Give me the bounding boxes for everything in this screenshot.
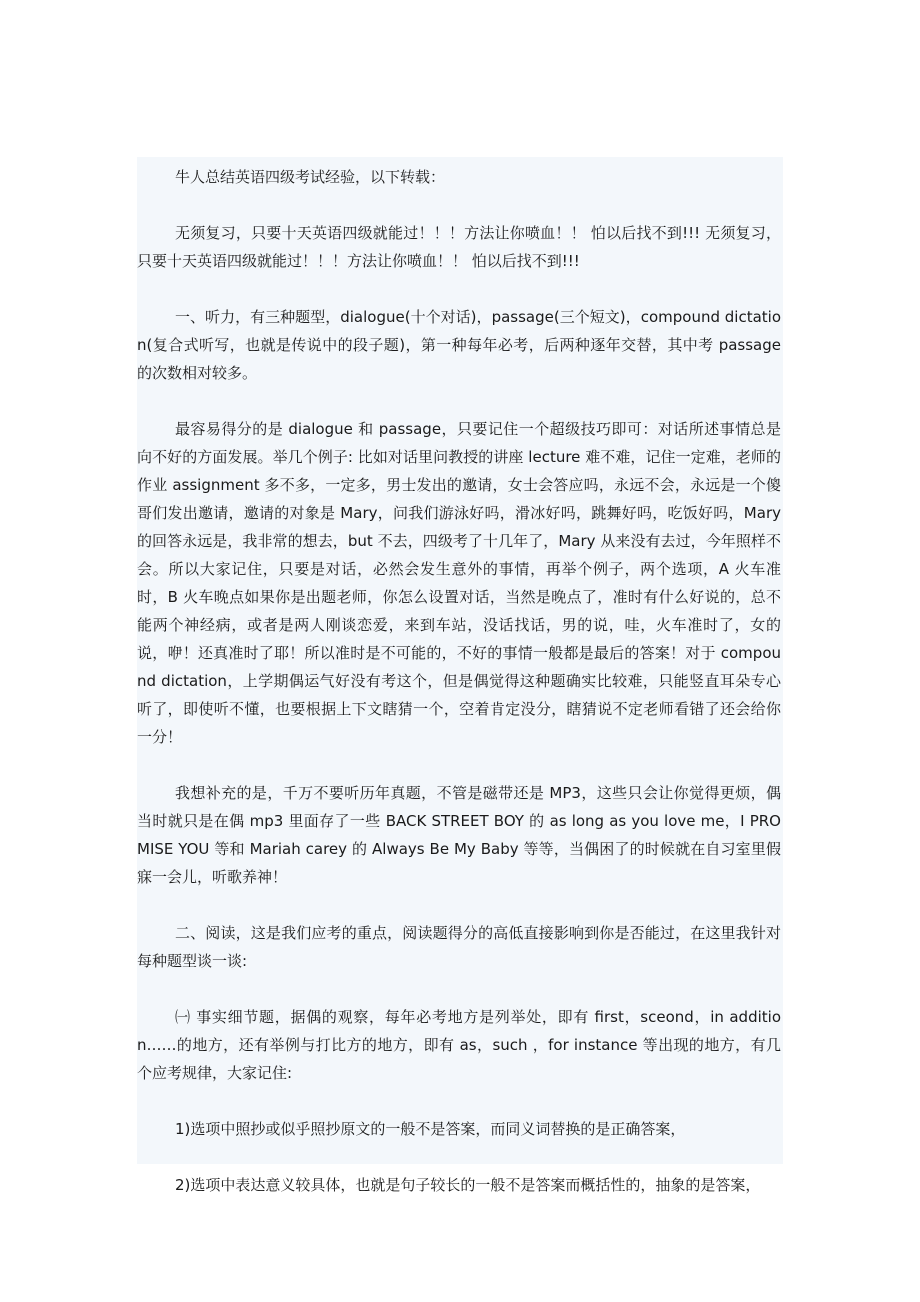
paragraph-intro: 牛人总结英语四级考试经验，以下转载： [175, 168, 446, 186]
article-body [137, 157, 783, 1194]
paragraph-rule-2: 2)选项中表达意义较具体，也就是句子较长的一般不是答案而概括性的，抽象的是答案， [175, 1176, 761, 1194]
paragraph-detail-questions: ㈠ 事实细节题，据偶的观察，每年必考地方是列举处，即有 first，sceond，in addition……的地方，还有举例与打比方的地方，即有 as，such ，for instance 等出现的地方，有几个应考规律，大家记住: [137, 1008, 781, 1082]
paragraph-reading: 二、阅读，这是我们应考的重点，阅读题得分的高低直接影响到你是否能过，在这里我针对每种题型谈一谈: [137, 924, 781, 970]
paragraph-headline: 无须复习，只要十天英语四级就能过！！！方法让你喷血！！ 怕以后找不到!!! 无须复习，只要十天英语四级就能过！！！方法让你喷血！！ 怕以后找不到!!! [137, 224, 781, 270]
paragraph-listening: 一、听力，有三种题型，dialogue(十个对话)，passage(三个短文)，compound dictation(复合式听写，也就是传说中的段子题)，第一种每年必考，后两种逐年交替，其中考 passage 的次数相对较多。 [137, 308, 781, 382]
paragraph-rule-1: 1)选项中照抄或似乎照抄原文的一般不是答案，而同义词替换的是正确答案， [175, 1120, 686, 1138]
paragraph-supplement: 我想补充的是，千万不要听历年真题，不管是磁带还是 MP3，这些只会让你觉得更烦，偶当时就只是在偶 mp3 里面存了一些 BACK STREET BOY 的 as long as you love me，I PROMISE YOU 等和 Mariah carey 的 Always Be My Baby 等等，当偶困了的时候就在自习室里假寐一会儿，听歌养神！ [137, 784, 781, 886]
paragraph-dialogue-tips: 最容易得分的是 dialogue 和 passage，只要记住一个超级技巧即可：对话所述事情总是向不好的方面发展。举几个例子: 比如对话里问教授的讲座 lecture 难不难，记住一定难，老师的作业 assignment 多不多，一定多，男士发出的邀请，女士会答应吗，永远不会，永远是一个傻哥们发出邀请，邀请的对象是 Mary，问我们游泳好吗，滑冰好吗，跳舞好吗，吃饭好吗，Mary 的回答永远是，我非常的想去，but 不去，四级考了十几年了，Mary 从来没有去过，今年照样不会。所以大家记住，只要是对话，必然会发生意外的事情，再举个例子，两个选项，A 火车准时，B 火车晚点如果你是出题老师，你怎么设置对话，当然是晚点了，准时有什么好说的，总不能两个神经病，或者是两人刚谈恋爱，来到车站，没话找话，男的说，哇，火车准时了，女的说，咿！还真准时了耶！所以准时是不可能的，不好的事情一般都是最后的答案！对于 compound dictation，上学期偶运气好没有考这个，但是偶觉得这种题确实比较难，只能竖直耳朵专心听了，即使听不懂，也要根据上下文瞎猜一个，空着肯定没分，瞎猜说不定老师看错了还会给你一分！ [137, 420, 781, 746]
